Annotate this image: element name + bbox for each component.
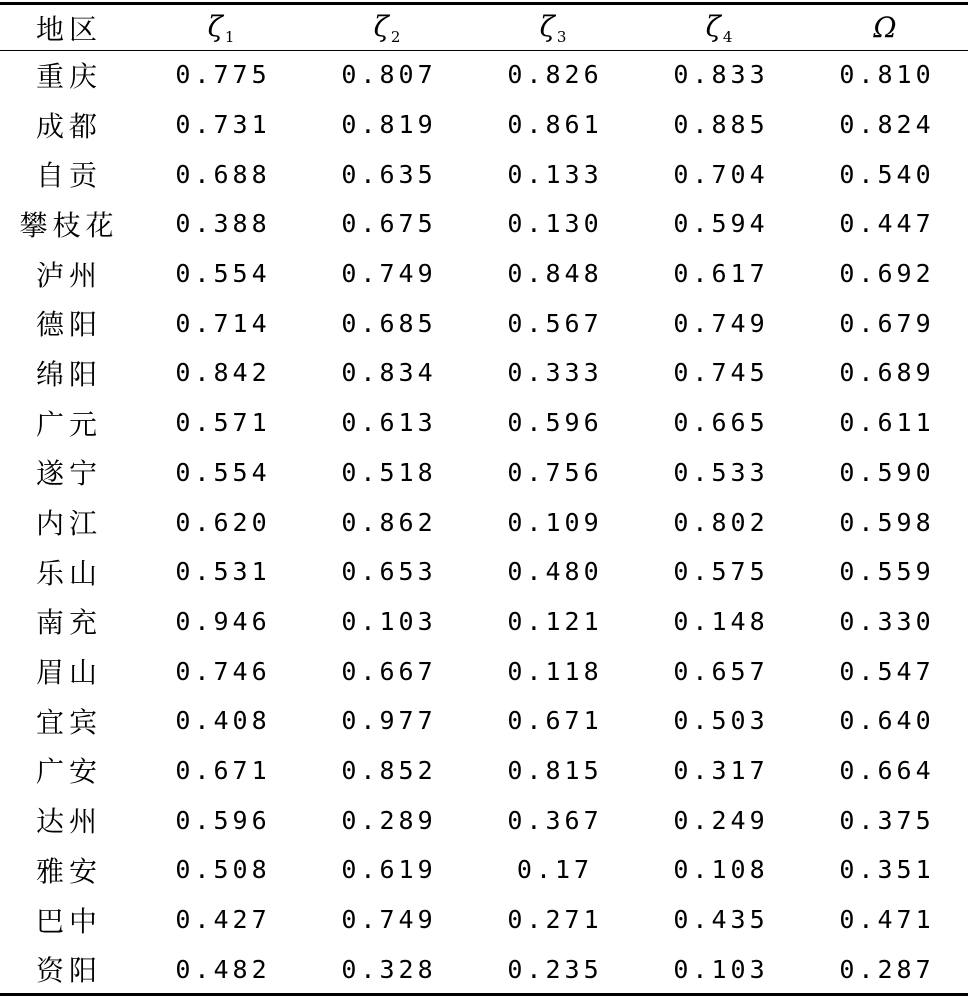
cell-region: 成都 [35, 109, 102, 143]
cell-z1: 0.508 [175, 855, 271, 885]
table-row [0, 646, 968, 696]
table-row [0, 845, 968, 895]
cell-omega: 0.471 [839, 905, 935, 935]
cell-omega: 0.351 [839, 855, 935, 885]
cell-z4: 0.665 [673, 408, 769, 438]
cell-z4: 0.533 [673, 457, 769, 487]
cell-z4: 0.575 [673, 557, 769, 587]
cell-region: 绵阳 [35, 357, 102, 391]
cell-z2: 0.749 [341, 259, 437, 289]
table-row [0, 597, 968, 647]
cell-omega: 0.689 [839, 358, 935, 388]
cell-z1: 0.427 [175, 905, 271, 935]
cell-z1: 0.554 [175, 259, 271, 289]
cell-z4: 0.249 [673, 805, 769, 835]
cell-z2: 0.653 [341, 557, 437, 587]
cell-z2: 0.685 [341, 308, 437, 338]
header-zeta-4 [636, 5, 802, 50]
table-row [0, 944, 968, 994]
cell-z3: 0.756 [507, 457, 603, 487]
table-row [0, 895, 968, 945]
header-row [0, 5, 968, 50]
cell-z2: 0.635 [341, 159, 437, 189]
cell-region: 广安 [35, 755, 102, 789]
cell-z3: 0.826 [507, 60, 603, 90]
cell-z3: 0.118 [507, 656, 603, 686]
cell-z3: 0.567 [507, 308, 603, 338]
cell-z2: 0.613 [341, 408, 437, 438]
cell-z4: 0.704 [673, 159, 769, 189]
cell-region: 重庆 [35, 59, 102, 93]
cell-z4: 0.749 [673, 308, 769, 338]
cell-z2: 0.834 [341, 358, 437, 388]
cell-z3: 0.671 [507, 706, 603, 736]
cell-z2: 0.667 [341, 656, 437, 686]
cell-z4: 0.802 [673, 507, 769, 537]
cell-z2: 0.749 [341, 905, 437, 935]
table-row [0, 50, 968, 100]
cell-z4: 0.745 [673, 358, 769, 388]
cell-omega: 0.679 [839, 308, 935, 338]
cell-region: 泸州 [35, 258, 102, 292]
cell-omega: 0.824 [839, 110, 935, 140]
cell-z1: 0.388 [175, 209, 271, 239]
cell-z3: 0.130 [507, 209, 603, 239]
cell-z1: 0.688 [175, 159, 271, 189]
header-zeta-2-symbol: ζ [373, 9, 389, 43]
cell-region: 南充 [35, 606, 102, 640]
cell-z3: 0.596 [507, 408, 603, 438]
header-zeta-3-subscript: 3 [556, 27, 567, 46]
table-row [0, 298, 968, 348]
cell-region: 巴中 [35, 904, 102, 938]
header-zeta-4-symbol: ζ [705, 9, 721, 43]
cell-z3: 0.133 [507, 159, 603, 189]
cell-z3: 0.815 [507, 755, 603, 785]
cell-z2: 0.518 [341, 457, 437, 487]
table-row [0, 199, 968, 249]
table-row [0, 497, 968, 547]
header-omega [802, 5, 968, 50]
cell-z4: 0.833 [673, 60, 769, 90]
cell-z3: 0.121 [507, 606, 603, 636]
cell-z4: 0.657 [673, 656, 769, 686]
data-table [0, 5, 968, 994]
cell-z4: 0.108 [673, 855, 769, 885]
table-row [0, 696, 968, 746]
cell-z4: 0.103 [673, 954, 769, 984]
header-omega-symbol: Ω [873, 11, 897, 44]
cell-z1: 0.746 [175, 656, 271, 686]
table-row [0, 795, 968, 845]
cell-z2: 0.289 [341, 805, 437, 835]
cell-z2: 0.862 [341, 507, 437, 537]
cell-z2: 0.619 [341, 855, 437, 885]
table-body [0, 50, 968, 994]
cell-omega: 0.559 [839, 557, 935, 587]
cell-z4: 0.885 [673, 110, 769, 140]
table-row [0, 547, 968, 597]
cell-z3: 0.367 [507, 805, 603, 835]
cell-z1: 0.842 [175, 358, 271, 388]
cell-z2: 0.852 [341, 755, 437, 785]
table-row [0, 100, 968, 150]
cell-z3: 0.109 [507, 507, 603, 537]
table-row [0, 448, 968, 498]
cell-omega: 0.692 [839, 259, 935, 289]
cell-z3: 0.848 [507, 259, 603, 289]
cell-omega: 0.447 [839, 209, 935, 239]
cell-omega: 0.598 [839, 507, 935, 537]
cell-z4: 0.148 [673, 606, 769, 636]
cell-region: 乐山 [35, 556, 102, 590]
header-zeta-3 [470, 5, 636, 50]
cell-region: 攀枝花 [19, 208, 119, 242]
table-row [0, 746, 968, 796]
cell-z3: 0.17 [516, 855, 594, 885]
table-row [0, 348, 968, 398]
cell-region: 宜宾 [35, 705, 102, 739]
header-zeta-1-subscript: 1 [224, 27, 235, 46]
table-header [0, 5, 968, 50]
cell-omega: 0.664 [839, 755, 935, 785]
cell-z2: 0.675 [341, 209, 437, 239]
cell-z1: 0.620 [175, 507, 271, 537]
table-row [0, 249, 968, 299]
cell-omega: 0.611 [839, 408, 935, 438]
cell-z2: 0.103 [341, 606, 437, 636]
cell-z3: 0.235 [507, 954, 603, 984]
cell-z2: 0.807 [341, 60, 437, 90]
cell-z1: 0.714 [175, 308, 271, 338]
cell-z3: 0.861 [507, 110, 603, 140]
header-zeta-2-subscript: 2 [390, 27, 401, 46]
cell-z1: 0.946 [175, 606, 271, 636]
table-row [0, 149, 968, 199]
cell-z1: 0.531 [175, 557, 271, 587]
header-zeta-1-symbol: ζ [207, 9, 223, 43]
cell-omega: 0.547 [839, 656, 935, 686]
cell-region: 内江 [35, 507, 102, 541]
cell-region: 遂宁 [35, 457, 102, 491]
cell-omega: 0.640 [839, 706, 935, 736]
cell-omega: 0.330 [839, 606, 935, 636]
cell-z2: 0.328 [341, 954, 437, 984]
cell-z4: 0.617 [673, 259, 769, 289]
cell-z1: 0.408 [175, 706, 271, 736]
cell-region: 广元 [35, 407, 102, 441]
cell-z3: 0.333 [507, 358, 603, 388]
cell-z1: 0.671 [175, 755, 271, 785]
cell-region: 眉山 [35, 656, 102, 690]
cell-z4: 0.435 [673, 905, 769, 935]
cell-z1: 0.596 [175, 805, 271, 835]
cell-omega: 0.540 [839, 159, 935, 189]
header-zeta-4-subscript: 4 [722, 27, 733, 46]
header-zeta-2 [304, 5, 470, 50]
header-zeta-3-symbol: ζ [539, 9, 555, 43]
cell-z1: 0.731 [175, 110, 271, 140]
cell-z1: 0.554 [175, 457, 271, 487]
cell-z1: 0.482 [175, 954, 271, 984]
cell-z2: 0.977 [341, 706, 437, 736]
cell-z3: 0.271 [507, 905, 603, 935]
cell-region: 雅安 [35, 854, 102, 888]
cell-omega: 0.810 [839, 60, 935, 90]
header-region: 地区 [35, 12, 102, 46]
cell-z2: 0.819 [341, 110, 437, 140]
cell-omega: 0.590 [839, 457, 935, 487]
cell-z3: 0.480 [507, 557, 603, 587]
table-row [0, 398, 968, 448]
cell-region: 德阳 [35, 308, 102, 342]
cell-omega: 0.287 [839, 954, 935, 984]
cell-z1: 0.775 [175, 60, 271, 90]
cell-region: 达州 [35, 805, 102, 839]
cell-region: 资阳 [35, 954, 102, 988]
cell-z1: 0.571 [175, 408, 271, 438]
header-zeta-1 [138, 5, 304, 50]
cell-z4: 0.317 [673, 755, 769, 785]
cell-z4: 0.594 [673, 209, 769, 239]
cell-region: 自贡 [35, 159, 102, 193]
cell-omega: 0.375 [839, 805, 935, 835]
cell-z4: 0.503 [673, 706, 769, 736]
